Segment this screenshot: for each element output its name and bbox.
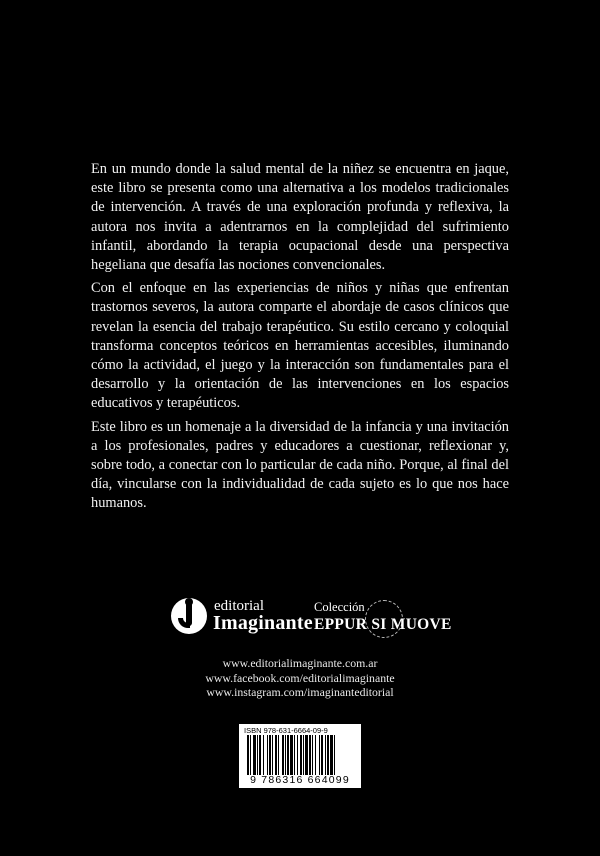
barcode-digits: 9 786316 664099 xyxy=(250,774,350,786)
publisher-links xyxy=(180,656,420,700)
publisher-logo-icon xyxy=(171,598,207,634)
barcode-icon xyxy=(247,735,355,775)
publisher-label: editorial xyxy=(214,598,264,614)
back-cover-blurb xyxy=(91,160,509,518)
website-link[interactable]: www.editorialimaginante.com.ar xyxy=(222,656,378,670)
isbn-label: ISBN 978-631-6664-09-9 xyxy=(244,726,328,735)
instagram-link[interactable]: www.instagram.com/imaginanteditorial xyxy=(206,685,394,700)
collection-name: EPPUR SI MUOVE xyxy=(314,616,452,633)
blurb-paragraph-2: Con el enfoque en las experiencias de niños y niñas que enfrentan trastornos severos, la autora comparte el abordaje de casos clínicos que revelan la esencia del trabajo terapéutico. Su estilo cercano y coloquial transforma conceptos teóricos en herramientas accesibles, iluminando cómo la actividad, el juego y la interacción son fundamentales para el desarrollo y la orientación de las intervenciones en los espacios educativos y terapéuticos. xyxy=(91,280,509,412)
publisher-name: Imaginante xyxy=(213,612,313,634)
collection-label: Colección xyxy=(314,600,365,614)
blurb-paragraph-3: Este libro es un homenaje a la diversidad de la infancia y una invitación a los profesionales, padres y educadores a cuestionar, reflexionar y, sobre todo, a conectar con lo particular de cada niño. Porque, al final del día, vincularse con la individualidad de cada sujeto es lo que nos hace humanos. xyxy=(91,418,509,512)
publisher-logos xyxy=(0,592,600,648)
blurb-paragraph-1: En un mundo donde la salud mental de la niñez se encuentra en jaque, este libro se presenta como una alternativa a los modelos tradicionales de intervención. A través de una exploración profunda y reflexiva, la autora nos invita a adentrarnos en la complejidad del sufrimiento infantil, abordando la terapia ocupacional desde una perspectiva hegeliana que desafía las nociones convencionales. xyxy=(91,161,509,274)
facebook-link[interactable]: www.facebook.com/editorialimaginante xyxy=(205,670,395,685)
